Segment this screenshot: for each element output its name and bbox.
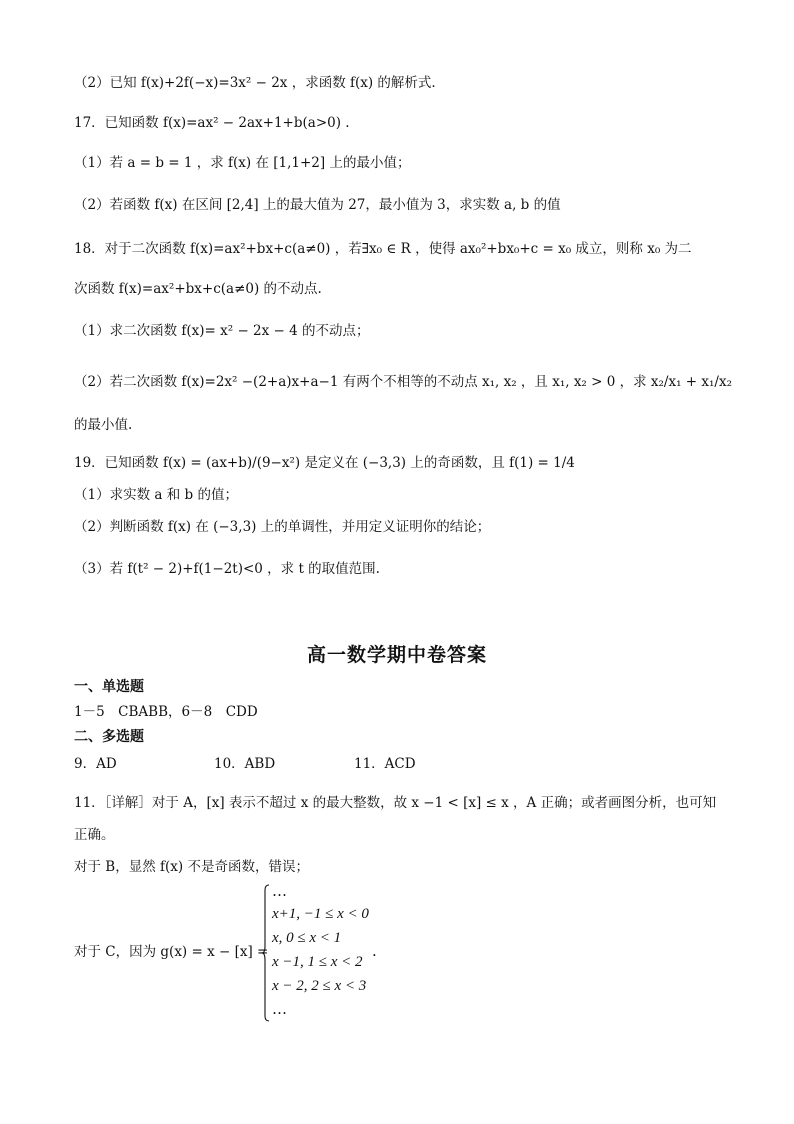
case-row-1: x+1, −1 ≤ x < 0: [272, 906, 369, 922]
section2-heading: 二、多选题: [74, 729, 144, 745]
explain11-line3: 对于 B，显然 f(x) 不是奇函数，错误；: [74, 859, 309, 875]
q17-part1: （1）若 a = b = 1 ，求 f(x) 在 [1,1+2] 上的最小值；: [74, 155, 411, 171]
q18-part2-line1: （2）若二次函数 f(x)=2x² −(2+a)x+a−1 有两个不相等的不动点 x₁, x₂ ，且 x₁, x₂ > 0 ，求 x₂/x₁ + x₁/x₂: [74, 374, 732, 390]
answer-9: 9．AD: [74, 756, 117, 772]
piecewise-period: .: [372, 942, 377, 960]
section1-answers: 1－5 CBABB，6－8 CDD: [74, 704, 258, 720]
piecewise-brace: [262, 884, 270, 1022]
q19-stem: 19．已知函数 f(x) = (ax+b)/(9−x²) 是定义在 (−3,3) 上的奇函数，且 f(1) = 1/4: [74, 455, 575, 471]
answer-title: 高一数学期中卷答案: [306, 644, 487, 666]
answer-10: 10．ABD: [214, 756, 276, 772]
case-row-2: x, 0 ≤ x < 1: [272, 930, 342, 946]
explain11-line1: 11．［详解］对于 A，[x] 表示不超过 x 的最大整数，故 x −1 < [x] ≤ x ，A 正确；或者画图分析，也可知: [74, 795, 717, 811]
q19-part1: （1）求实数 a 和 b 的值；: [74, 487, 238, 503]
answer-11: 11．ACD: [354, 756, 416, 772]
explain11-line2: 正确。: [74, 827, 115, 843]
q19-part3: （3）若 f(t² − 2)+f(1−2t)<0 ，求 t 的取值范围.: [74, 561, 380, 577]
explain11-lineC: 对于 C，因为 g(x) = x − [x] =: [74, 944, 269, 960]
case-row-0: …: [272, 882, 287, 900]
q18-stem-line1: 18．对于二次函数 f(x)=ax²+bx+c(a≠0) ，若∃x₀ ∈ R ，使得 ax₀²+bx₀+c = x₀ 成立，则称 x₀ 为二: [74, 241, 692, 257]
case-row-4: x − 2, 2 ≤ x < 3: [272, 978, 367, 994]
q16-part2: （2）已知 f(x)+2f(−x)=3x² − 2x ，求函数 f(x) 的解析式.: [74, 75, 436, 91]
q17-part2: （2）若函数 f(x) 在区间 [2,4] 上的最大值为 27，最小值为 3，求实数 a, b 的值: [74, 197, 561, 213]
case-row-5: …: [272, 1000, 287, 1018]
case-row-3: x −1, 1 ≤ x < 2: [272, 954, 363, 970]
section1-heading: 一、单选题: [74, 679, 144, 695]
q18-part2-line2: 的最小值.: [74, 417, 133, 433]
q17-stem: 17．已知函数 f(x)=ax² − 2ax+1+b(a>0) .: [74, 115, 350, 131]
q18-stem-line2: 次函数 f(x)=ax²+bx+c(a≠0) 的不动点.: [74, 281, 322, 297]
q18-part1: （1）求二次函数 f(x)= x² − 2x − 4 的不动点；: [74, 323, 370, 339]
q19-part2: （2）判断函数 f(x) 在 (−3,3) 上的单调性，并用定义证明你的结论；: [74, 519, 491, 535]
